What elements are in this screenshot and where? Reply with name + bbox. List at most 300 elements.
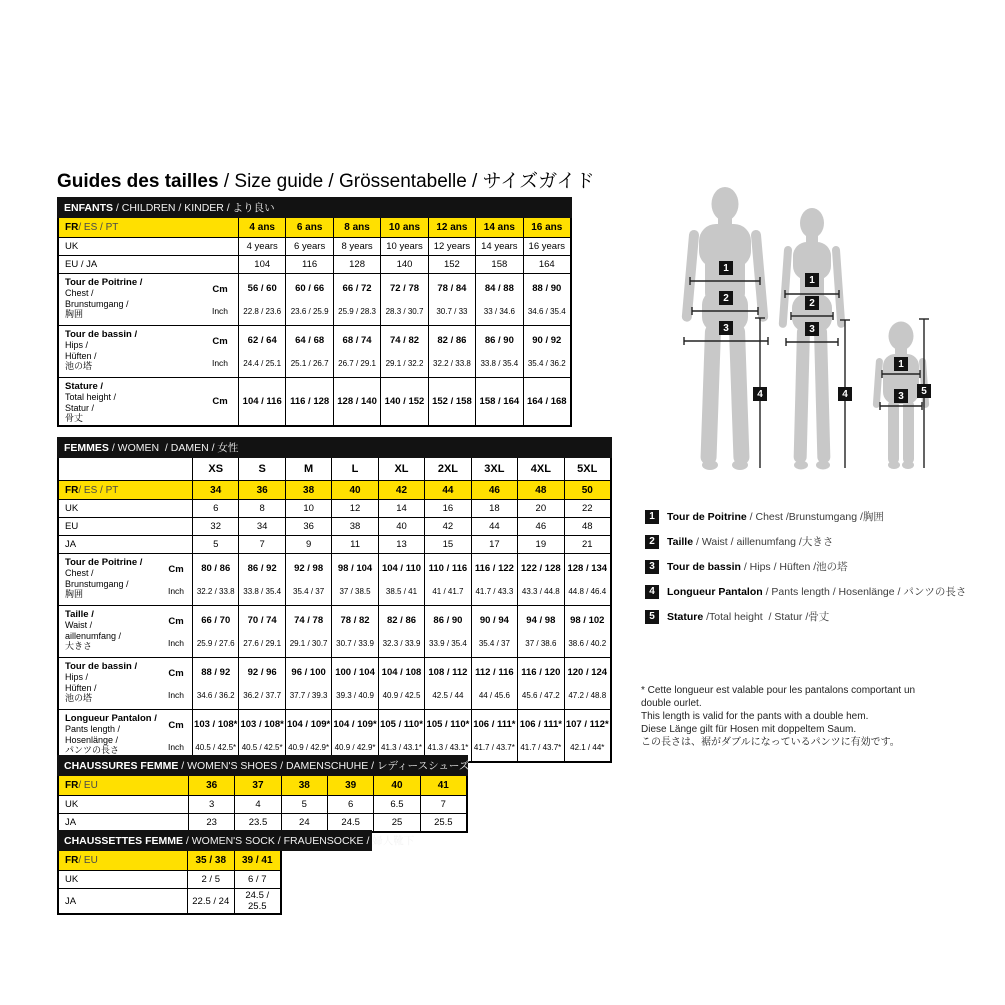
legend-item-waist <box>645 529 966 554</box>
row-label <box>59 606 160 657</box>
table-cell: 120 / 124 47.2 / 48.8 <box>564 658 610 709</box>
unit-cell <box>202 378 238 425</box>
table-cell: 38 <box>281 776 327 795</box>
table-cell: 40 <box>373 776 419 795</box>
text-segment: Brunstumgang / <box>65 578 129 589</box>
table-cell: 72 / 78 28.3 / 30.7 <box>380 274 427 325</box>
table-cell: XL <box>378 458 424 480</box>
table-cell: 38 <box>331 518 377 535</box>
women-fr-row <box>59 480 610 499</box>
woman-pants-marker: 4 <box>838 387 852 401</box>
table-cell: 60 / 66 23.6 / 25.9 <box>285 274 332 325</box>
table-cell: 23 <box>188 814 234 831</box>
table-cell: 15 <box>424 536 470 553</box>
text-segment: Statur / <box>65 402 95 413</box>
text-segment: Taille <box>667 536 694 548</box>
unit-cm: Cm <box>168 719 184 731</box>
table-cell: 140 / 152 <box>380 378 427 425</box>
man-chest-marker: 1 <box>719 261 733 275</box>
table-cell: 16 years <box>523 238 570 255</box>
table-cell: 12 years <box>428 238 475 255</box>
shoes-table-header <box>57 755 468 776</box>
children-euja-row <box>59 255 570 273</box>
table-cell: 116 / 122 41.7 / 43.3 <box>471 554 517 605</box>
table-cell: 94 / 98 37 / 38.6 <box>517 606 563 657</box>
table-cell: 7 <box>420 796 466 813</box>
unit-inch: Inch <box>211 357 229 368</box>
row-label: UK <box>65 241 79 252</box>
text-segment: Stature <box>667 611 704 623</box>
table-cell: 9 <box>285 536 331 553</box>
row-label: EU <box>65 521 79 532</box>
unit-cell <box>202 274 238 325</box>
table-cell: 98 / 102 38.6 / 40.2 <box>564 606 610 657</box>
man-waist-marker: 2 <box>719 291 733 305</box>
text-segment: Tour de bassin / <box>65 329 138 340</box>
table-cell: 48 <box>517 481 563 499</box>
text-segment: Tour de Poitrine <box>667 511 747 523</box>
table-cell: 78 / 84 30.7 / 33 <box>428 274 475 325</box>
text-segment: Chest / <box>65 568 94 579</box>
footnote-line: この長さは、裾がダブルになっているパンツに有効です。 <box>641 737 900 748</box>
text-segment: Hüften / <box>65 682 97 693</box>
text-segment: Waist / <box>65 620 93 631</box>
table-cell: 6 ans <box>285 218 332 237</box>
text-segment: Chest / <box>65 288 94 299</box>
table-cell: M <box>285 458 331 480</box>
table-cell: 110 / 116 41 / 41.7 <box>424 554 470 605</box>
legend-number-3: 3 <box>645 560 659 574</box>
text-segment: パンツの長さ <box>65 745 120 756</box>
table-cell: 20 <box>517 500 563 517</box>
text-segment: / ES / PT <box>78 222 119 233</box>
children-hips-row <box>59 325 570 377</box>
table-cell: 104 / 116 <box>238 378 285 425</box>
table-cell: 10 ans <box>380 218 427 237</box>
table-cell: 80 / 86 32.2 / 33.8 <box>192 554 238 605</box>
text-segment: / Pants length / Hosenlänge / パンツの長さ <box>762 586 967 598</box>
table-cell: 22 <box>564 500 610 517</box>
man-hips-marker: 3 <box>719 321 733 335</box>
table-cell: 12 ans <box>428 218 475 237</box>
text-segment: Tour de bassin <box>667 561 741 573</box>
socks-table-header <box>57 830 415 851</box>
table-cell: 2 / 5 <box>187 871 234 888</box>
table-cell: 39 <box>327 776 373 795</box>
table-cell: 19 <box>517 536 563 553</box>
table-cell: 107 / 112* 42.1 / 44* <box>564 710 610 761</box>
row-label: UK <box>65 799 79 810</box>
child-stature-marker: 5 <box>917 384 931 398</box>
row-label <box>59 851 187 870</box>
table-cell: 62 / 64 24.4 / 25.1 <box>238 326 285 377</box>
children-fr-row <box>59 218 570 237</box>
legend-item-hips <box>645 554 966 579</box>
woman-waist-marker: 2 <box>805 296 819 310</box>
table-cell: 4 years <box>238 238 285 255</box>
text-segment: ENFANTS <box>64 201 114 214</box>
table-cell: 82 / 86 32.3 / 33.9 <box>378 606 424 657</box>
text-segment: 胸囲 <box>65 589 84 600</box>
table-cell: 140 <box>380 256 427 273</box>
table-cell: 3XL <box>471 458 517 480</box>
table-cell: 100 / 104 39.3 / 40.9 <box>331 658 377 709</box>
unit-cell <box>160 710 192 761</box>
text-segment: FR <box>65 855 79 866</box>
table-cell: 158 <box>475 256 522 273</box>
children-table-header <box>57 197 572 218</box>
text-segment: 胸囲 <box>65 309 84 320</box>
table-cell: 36 <box>238 481 284 499</box>
footnote-line: This length is valid for the pants with a double hem. <box>641 711 869 722</box>
table-cell: 14 ans <box>475 218 522 237</box>
table-cell: 105 / 110* 41.3 / 43.1* <box>378 710 424 761</box>
shoes-ja-row <box>59 813 466 831</box>
table-cell: 18 <box>471 500 517 517</box>
table-cell: 86 / 90 33.9 / 35.4 <box>424 606 470 657</box>
women-table-header <box>57 437 612 458</box>
table-cell: L <box>331 458 377 480</box>
legend-number-5: 5 <box>645 610 659 624</box>
legend-text <box>667 534 833 549</box>
woman-hips-marker: 3 <box>805 322 819 336</box>
legend-item-stature <box>645 604 966 629</box>
table-cell: 128 / 140 <box>333 378 380 425</box>
row-label: EU / JA <box>65 259 98 270</box>
text-segment: Longueur Pantalon / <box>65 713 157 724</box>
women-sizes-row <box>59 458 610 480</box>
table-cell: 44 <box>471 518 517 535</box>
table-cell: 16 <box>424 500 470 517</box>
table-cell: 104 / 110 38.5 / 41 <box>378 554 424 605</box>
legend-text <box>667 509 884 524</box>
table-cell: 4XL <box>517 458 563 480</box>
row-label: UK <box>65 503 79 514</box>
text-segment: Longueur Pantalon <box>667 586 763 598</box>
text-segment: Total height / <box>65 392 117 403</box>
socks-uk-row <box>59 870 280 888</box>
table-cell: 158 / 164 <box>475 378 522 425</box>
measurement-legend <box>645 504 966 629</box>
table-cell: 37 <box>234 776 280 795</box>
table-cell: 40 <box>331 481 377 499</box>
legend-text <box>667 584 966 599</box>
table-cell: 46 <box>517 518 563 535</box>
measurement-figure <box>645 180 965 475</box>
unit-cm: Cm <box>212 335 228 347</box>
text-segment: / WOMEN / DAMEN / 女性 <box>108 442 239 454</box>
footnote-line: double ourlet. <box>641 698 702 709</box>
table-cell: 128 <box>333 256 380 273</box>
legend-number-1: 1 <box>645 510 659 524</box>
table-cell: 56 / 60 22.8 / 23.6 <box>238 274 285 325</box>
row-label <box>59 776 188 795</box>
unit-cell <box>160 658 192 709</box>
text-segment: Pants length / <box>65 724 121 735</box>
table-cell: 4 ans <box>238 218 285 237</box>
text-segment: Hüften / <box>65 350 97 361</box>
row-label <box>59 274 202 325</box>
text-segment: FR <box>65 222 79 233</box>
table-cell: 122 / 128 43.3 / 44.8 <box>517 554 563 605</box>
row-label <box>59 554 160 605</box>
unit-inch: Inch <box>167 585 185 596</box>
table-cell: 92 / 98 35.4 / 37 <box>285 554 331 605</box>
text-segment: Guides des tailles <box>57 171 219 192</box>
table-cell: 3 <box>188 796 234 813</box>
women-socks-table <box>57 830 415 915</box>
table-cell: 41 <box>420 776 466 795</box>
table-cell: 34 <box>238 518 284 535</box>
table-cell: 86 / 90 33.8 / 35.4 <box>475 326 522 377</box>
table-cell: 21 <box>564 536 610 553</box>
table-cell: 8 <box>238 500 284 517</box>
women-pants-row <box>59 709 610 761</box>
text-segment: / Chest /Brunstumgang /胸囲 <box>746 511 884 523</box>
table-cell: 40 <box>378 518 424 535</box>
pants-length-footnote <box>641 684 976 749</box>
table-cell: 68 / 74 26.7 / 29.1 <box>333 326 380 377</box>
woman-chest-marker: 1 <box>805 273 819 287</box>
legend-text <box>667 559 848 574</box>
table-cell: 116 / 128 <box>285 378 332 425</box>
women-hips-row <box>59 657 610 709</box>
table-cell: 24.5 / 25.5 <box>234 889 281 913</box>
table-cell: 88 / 90 34.6 / 35.4 <box>523 274 570 325</box>
children-uk-row <box>59 237 570 255</box>
text-segment: Hips / <box>65 672 89 683</box>
table-cell: 42 <box>424 518 470 535</box>
table-cell: 66 / 70 25.9 / 27.6 <box>192 606 238 657</box>
table-cell: 105 / 110* 41.3 / 43.1* <box>424 710 470 761</box>
table-cell: 112 / 116 44 / 45.6 <box>471 658 517 709</box>
table-cell: 32 <box>192 518 238 535</box>
table-cell: 106 / 111* 41.7 / 43.7* <box>517 710 563 761</box>
table-cell: 23.5 <box>234 814 280 831</box>
table-cell: 90 / 92 35.4 / 36.2 <box>523 326 570 377</box>
table-cell: 108 / 112 42.5 / 44 <box>424 658 470 709</box>
table-cell: 96 / 100 37.7 / 39.3 <box>285 658 331 709</box>
table-cell: 92 / 96 36.2 / 37.7 <box>238 658 284 709</box>
table-cell: 5 <box>281 796 327 813</box>
table-cell: 6 <box>327 796 373 813</box>
row-label <box>59 481 192 499</box>
table-cell: 104 / 109* 40.9 / 42.9* <box>285 710 331 761</box>
unit-inch: Inch <box>211 305 229 316</box>
text-segment: 骨丈 <box>65 413 84 424</box>
shoes-fr-row <box>59 776 466 795</box>
table-cell: 104 / 108 40.9 / 42.5 <box>378 658 424 709</box>
table-cell: 90 / 94 35.4 / 37 <box>471 606 517 657</box>
table-cell: 70 / 74 27.6 / 29.1 <box>238 606 284 657</box>
table-cell: 24 <box>281 814 327 831</box>
table-cell: 8 years <box>333 238 380 255</box>
text-segment: Taille / <box>65 609 94 620</box>
table-cell: 14 <box>378 500 424 517</box>
table-cell: 22.5 / 24 <box>187 889 234 913</box>
table-cell: 50 <box>564 481 610 499</box>
text-segment: CHAUSSURES FEMME <box>64 759 179 772</box>
women-table-grid <box>57 458 612 763</box>
table-cell: 104 / 109* 40.9 / 42.9* <box>331 710 377 761</box>
text-segment: /Total height / Statur /骨丈 <box>703 611 830 623</box>
table-cell: 38 <box>285 481 331 499</box>
text-segment: / Size guide / Grössentabelle / サイズガイド <box>218 171 595 192</box>
page-title <box>57 166 595 193</box>
table-cell: 152 / 158 <box>428 378 475 425</box>
table-cell: 44 <box>424 481 470 499</box>
table-cell: 84 / 88 33 / 34.6 <box>475 274 522 325</box>
table-cell: 88 / 92 34.6 / 36.2 <box>192 658 238 709</box>
text-segment: / Waist / aillenumfang /大きさ <box>693 536 834 548</box>
text-segment: FR <box>65 484 79 496</box>
text-segment: FR <box>65 780 79 791</box>
children-chest-row <box>59 273 570 325</box>
table-cell: 48 <box>564 518 610 535</box>
shoes-table-grid <box>57 776 468 833</box>
table-cell: 5 <box>192 536 238 553</box>
row-label <box>59 710 160 761</box>
table-cell: 106 / 111* 41.7 / 43.7* <box>471 710 517 761</box>
row-label <box>59 658 160 709</box>
table-cell: 7 <box>238 536 284 553</box>
table-cell: 35 / 38 <box>187 851 234 870</box>
women-ja-row <box>59 535 610 553</box>
table-cell: 4 <box>234 796 280 813</box>
table-cell: 164 / 168 <box>523 378 570 425</box>
women-uk-row <box>59 499 610 517</box>
socks-ja-row <box>59 888 280 913</box>
text-segment: 池の塔 <box>65 693 93 704</box>
table-cell: 74 / 78 29.1 / 30.7 <box>285 606 331 657</box>
text-segment: Brunstumgang / <box>65 298 129 309</box>
table-cell: 36 <box>188 776 234 795</box>
table-cell: 5XL <box>564 458 610 480</box>
text-segment: FEMMES <box>64 441 109 454</box>
table-cell: 78 / 82 30.7 / 33.9 <box>331 606 377 657</box>
women-eu-row <box>59 517 610 535</box>
table-cell: 10 <box>285 500 331 517</box>
table-cell: 11 <box>331 536 377 553</box>
table-cell: 14 years <box>475 238 522 255</box>
footnote-line: * Cette longueur est valable pour les pantalons comportant un <box>641 685 916 696</box>
row-label: JA <box>65 817 77 828</box>
socks-fr-row <box>59 851 280 870</box>
table-cell: 164 <box>523 256 570 273</box>
table-cell: 24.5 <box>327 814 373 831</box>
unit-cm: Cm <box>168 563 184 575</box>
unit-cm: Cm <box>212 283 228 295</box>
table-cell: 2XL <box>424 458 470 480</box>
unit-cell <box>202 326 238 377</box>
table-cell: 116 <box>285 256 332 273</box>
table-cell: 39 / 41 <box>234 851 281 870</box>
table-cell: 16 ans <box>523 218 570 237</box>
table-cell: 6.5 <box>373 796 419 813</box>
text-segment: Tour de Poitrine / <box>65 277 143 288</box>
table-cell: 98 / 104 37 / 38.5 <box>331 554 377 605</box>
children-table-grid <box>57 218 572 427</box>
unit-cm: Cm <box>168 615 184 627</box>
text-segment: / EU <box>78 780 98 791</box>
table-cell: 25 <box>373 814 419 831</box>
children-size-table <box>57 197 572 427</box>
table-cell: 116 / 120 45.6 / 47.2 <box>517 658 563 709</box>
text-segment: Stature / <box>65 381 104 392</box>
unit-cell <box>160 606 192 657</box>
text-segment: / EU <box>78 855 98 866</box>
women-shoes-table <box>57 755 468 833</box>
table-cell: 104 <box>238 256 285 273</box>
table-cell: 74 / 82 29.1 / 32.2 <box>380 326 427 377</box>
text-segment: 池の塔 <box>65 361 93 372</box>
footnote-line: Diese Länge gilt für Hosen mit doppeltem Saum. <box>641 724 857 735</box>
table-cell: 6 / 7 <box>234 871 281 888</box>
row-label <box>59 218 238 237</box>
legend-item-chest <box>645 504 966 529</box>
row-label: JA <box>65 895 77 907</box>
legend-item-pants-length <box>645 579 966 604</box>
row-label <box>59 326 202 377</box>
women-waist-row <box>59 605 610 657</box>
shoes-uk-row <box>59 795 466 813</box>
table-cell: 66 / 72 25.9 / 28.3 <box>333 274 380 325</box>
legend-number-4: 4 <box>645 585 659 599</box>
unit-cell <box>160 554 192 605</box>
table-cell: 6 years <box>285 238 332 255</box>
table-cell: 25.5 <box>420 814 466 831</box>
unit-inch: Inch <box>167 689 185 700</box>
text-segment: Tour de bassin / <box>65 661 138 672</box>
unit-inch: Inch <box>167 741 185 752</box>
text-segment: / WOMEN'S SOCK / FRAUENSOCKE / 婦人靴下 <box>183 835 415 847</box>
text-segment: / CHILDREN / KINDER / より良い <box>113 202 275 214</box>
table-cell: 46 <box>471 481 517 499</box>
table-cell: S <box>238 458 284 480</box>
row-label: UK <box>65 874 79 885</box>
table-cell: 103 / 108* 40.5 / 42.5* <box>238 710 284 761</box>
table-cell: 12 <box>331 500 377 517</box>
table-cell: 42 <box>378 481 424 499</box>
table-cell: 17 <box>471 536 517 553</box>
women-chest-row <box>59 553 610 605</box>
text-segment: Tour de Poitrine / <box>65 557 143 568</box>
table-cell: 36 <box>285 518 331 535</box>
table-cell: 34 <box>192 481 238 499</box>
women-size-table <box>57 437 612 763</box>
text-segment: / Hips / Hüften /池の塔 <box>740 561 848 573</box>
table-cell: 64 / 68 25.1 / 26.7 <box>285 326 332 377</box>
text-segment: / WOMEN'S SHOES / DAMENSCHUHE / レディースシューズ <box>178 760 470 772</box>
text-segment: aillenumfang / <box>65 630 122 641</box>
table-cell: 103 / 108* 40.5 / 42.5* <box>192 710 238 761</box>
table-cell: 6 <box>192 500 238 517</box>
text-segment: Hips / <box>65 340 89 351</box>
text-segment: Hosenlänge / <box>65 734 119 745</box>
row-label: JA <box>65 539 77 550</box>
table-cell: 86 / 92 33.8 / 35.4 <box>238 554 284 605</box>
table-cell: 128 / 134 44.8 / 46.4 <box>564 554 610 605</box>
children-stature-row <box>59 377 570 425</box>
socks-table-grid <box>57 851 282 915</box>
text-segment: / ES / PT <box>78 484 119 496</box>
row-label <box>59 378 202 425</box>
child-hips-marker: 3 <box>894 389 908 403</box>
text-segment: CHAUSSETTES FEMME <box>64 834 184 847</box>
unit-inch: Inch <box>167 637 185 648</box>
child-chest-marker: 1 <box>894 357 908 371</box>
legend-number-2: 2 <box>645 535 659 549</box>
